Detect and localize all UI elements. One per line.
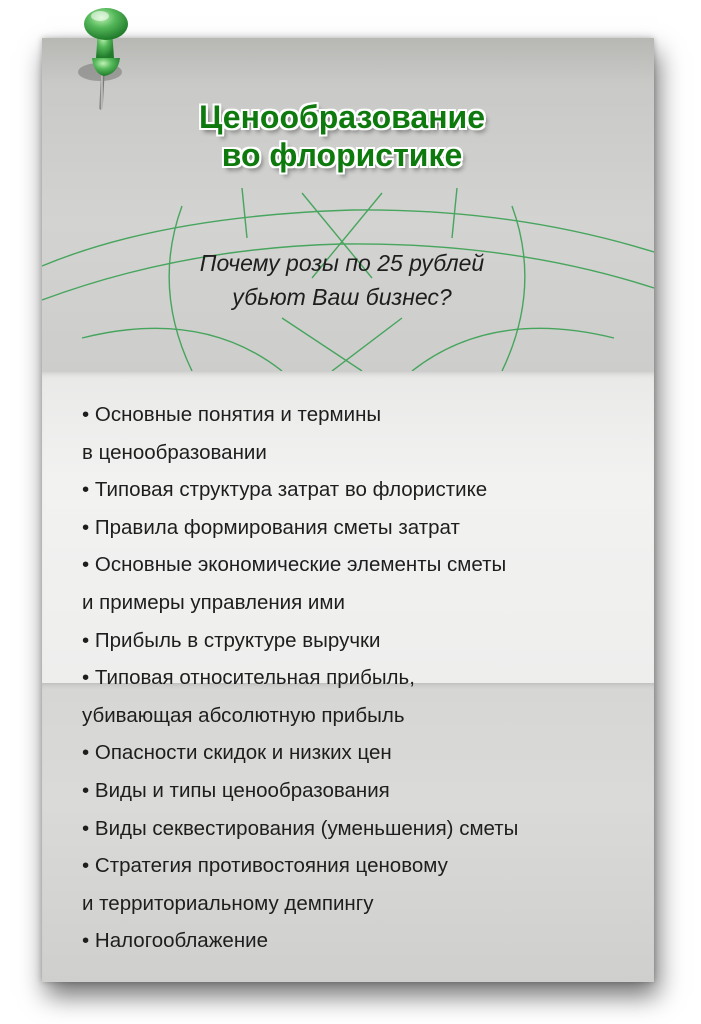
topic-line-1 (82, 516, 460, 539)
topic-item (82, 847, 647, 922)
topic-text: Типовая структура затрат во флористике (94, 478, 488, 502)
topic-continuation: и территориальному демпингу (82, 891, 374, 915)
topic-item (82, 622, 647, 660)
topic-item (82, 922, 647, 960)
folded-paper-card (42, 38, 654, 982)
topic-line-1 (82, 817, 518, 840)
topic-text: Основные экономические элементы сметы (94, 553, 507, 577)
bullet-icon: • (82, 515, 90, 539)
title-line-2: во флористике (221, 137, 463, 173)
topic-line-1 (82, 403, 381, 426)
topic-item (82, 772, 647, 810)
bullet-icon: • (82, 741, 90, 765)
topic-item (82, 509, 647, 547)
subtitle-line-1: Почему розы по 25 рублей (199, 250, 485, 276)
topic-line-1 (82, 779, 390, 802)
topic-continuation: убивающая абсолютную прибыль (82, 703, 405, 727)
bullet-icon: • (82, 403, 90, 426)
topic-text: Виды и типы ценообразования (94, 778, 390, 802)
topic-item (82, 396, 647, 471)
topic-item (82, 471, 647, 509)
topic-text: Типовая относительная прибыль, (94, 666, 415, 690)
page-title (152, 98, 532, 174)
topic-item (82, 546, 647, 621)
arc-bottom-left (82, 328, 282, 371)
bullet-icon: • (82, 816, 90, 840)
topic-text: Налогооблажение (94, 929, 268, 953)
topic-line-1 (82, 666, 415, 689)
subtitle (122, 246, 562, 314)
topic-line-1 (82, 741, 392, 764)
topic-line-1 (82, 854, 448, 877)
topic-line-1 (82, 629, 380, 652)
title-line-1: Ценообразование (199, 99, 485, 135)
topic-continuation: в ценообразовании (82, 440, 267, 464)
arc-bottom-right (412, 328, 614, 371)
subtitle-line-2: убьют Ваш бизнес? (232, 284, 452, 310)
topic-text: Основные понятия и термины (94, 403, 382, 426)
topic-text: Прибыль в структуре выручки (94, 628, 381, 652)
bullet-icon: • (82, 778, 90, 802)
bullet-icon: • (82, 553, 90, 577)
bullet-icon: • (82, 478, 90, 502)
topic-line-1 (82, 553, 506, 576)
topic-item (82, 810, 647, 848)
topic-item (82, 659, 647, 734)
bullet-icon: • (82, 666, 90, 690)
arc-x-line-4 (332, 318, 402, 371)
topics-list (82, 396, 647, 960)
bullet-icon: • (82, 929, 90, 953)
bullet-icon: • (82, 628, 90, 652)
topic-continuation: и примеры управления ими (82, 590, 345, 614)
topic-text: Опасности скидок и низких цен (94, 741, 392, 765)
arc-x-line-3 (282, 318, 362, 371)
topic-text: Виды секвестирования (уменьшения) сметы (94, 816, 519, 840)
topic-text: Стратегия противостояния ценовому (94, 854, 448, 878)
topic-line-1 (82, 478, 487, 501)
topic-item (82, 734, 647, 772)
bullet-icon: • (82, 854, 90, 878)
arc-vertical-left (242, 188, 247, 238)
topic-text: Правила формирования сметы затрат (94, 515, 460, 539)
push-pin-icon (70, 0, 150, 112)
topic-line-1 (82, 929, 268, 952)
